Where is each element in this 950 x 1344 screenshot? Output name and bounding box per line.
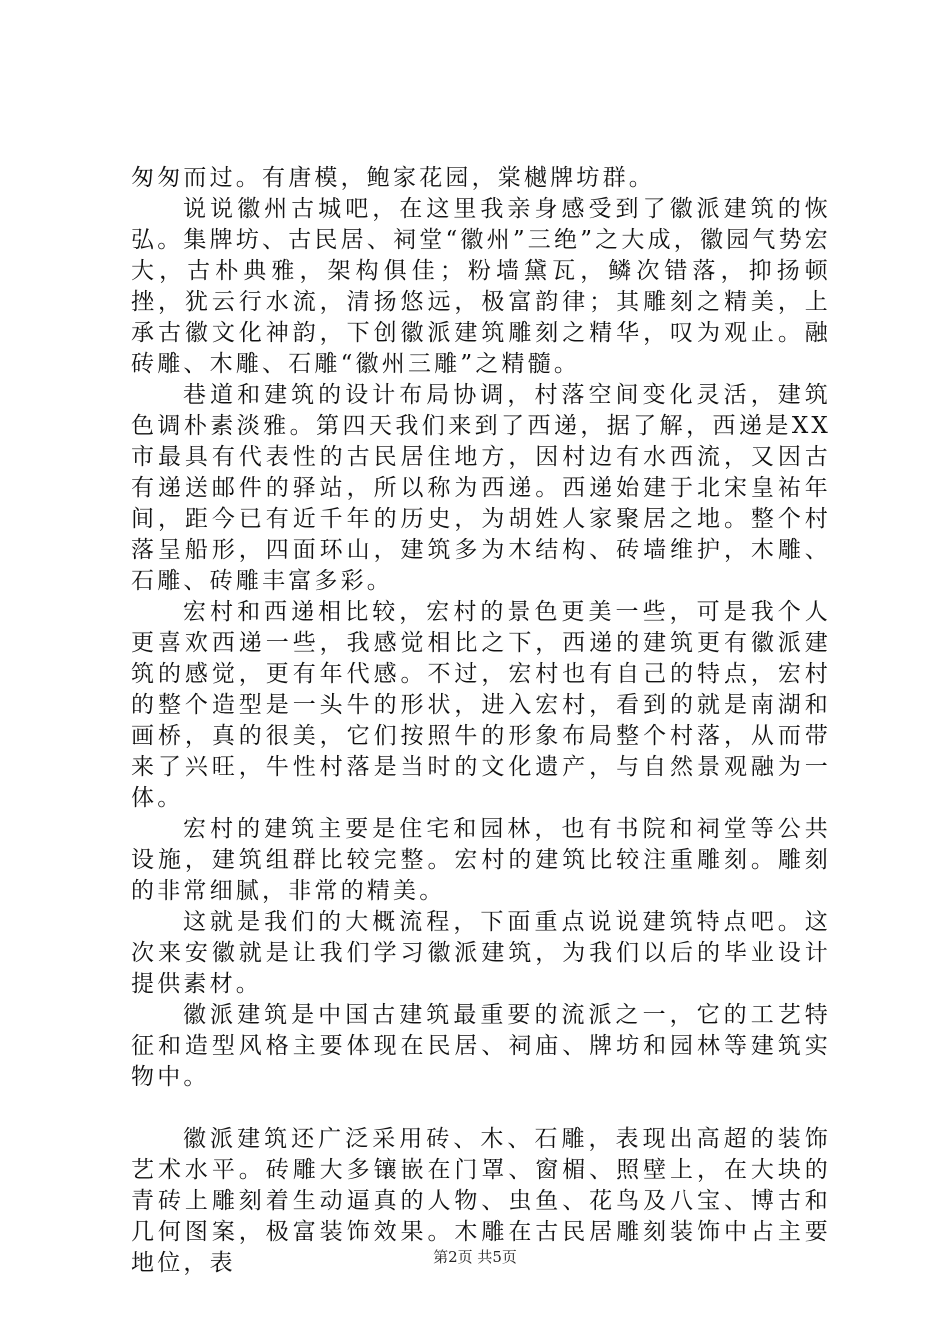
paragraph-7: 徽派建筑是中国古建筑最重要的流派之一，它的工艺特征和造型风格主要体现在民居、祠庙、牌坊和园林等建筑实物中。 xyxy=(131,1002,831,1090)
paragraph-3: 巷道和建筑的设计布局协调，村落空间变化灵活，建筑色调朴素淡雅。第四天我们来到了西递，据了解，西递是XX市最具有代表性的古民居住地方，因村边有水西流，又因古有递送邮件的驿站，所以称为西递。西递始建于北宋皇祐年间，距今已有近千年的历史，为胡姓人家聚居之地。整个村落呈船形，四面环山，建筑多为木结构、砖墙维护，木雕、石雕、砖雕丰富多彩。 xyxy=(131,382,831,594)
paragraph-2: 说说徽州古城吧，在这里我亲身感受到了徽派建筑的恢弘。集牌坊、古民居、祠堂“徽州”三绝”之大成，徽园气势宏大，古朴典雅，架构俱佳；粉墙黛瓦，鳞次错落，抑扬顿挫，犹云行水流，清扬悠远，极富韵律；其雕刻之精美，上承古徽文化神韵，下创徽派建筑雕刻之精华，叹为观止。融砖雕、木雕、石雕“徽州三雕”之精髓。 xyxy=(131,196,831,377)
paragraph-4: 宏村和西递相比较，宏村的景色更美一些，可是我个人更喜欢西递一些，我感觉相比之下，西递的建筑更有徽派建筑的感觉，更有年代感。不过，宏村也有自己的特点，宏村的整个造型是一头牛的形状，进入宏村，看到的就是南湖和画桥，真的很美，它们按照牛的形象布局整个村落，从而带来了兴旺，牛性村落是当时的文化遗产，与自然景观融为一体。 xyxy=(131,599,831,811)
paragraph-8: 徽派建筑还广泛采用砖、木、石雕，表现出高超的装饰艺术水平。砖雕大多镶嵌在门罩、窗楣、照壁上，在大块的青砖上雕刻着生动逼真的人物、虫鱼、花鸟及八宝、博古和几何图案，极富装饰效果。木雕在古民居雕刻装饰中占主要地位，表 xyxy=(131,1126,831,1276)
paragraph-1: 匆匆而过。有唐模，鲍家花园，棠樾牌坊群。 xyxy=(131,165,655,191)
page-footer: 第2页 共5页 xyxy=(433,1248,517,1266)
paragraph-6: 这就是我们的大概流程，下面重点说说建筑特点吧。这次来安徽就是让我们学习徽派建筑，为我们以后的毕业设计提供素材。 xyxy=(131,909,831,997)
paragraph-5: 宏村的建筑主要是住宅和园林，也有书院和祠堂等公共设施，建筑组群比较完整。宏村的建筑比较注重雕刻。雕刻的非常细腻，非常的精美。 xyxy=(131,816,831,904)
body-text xyxy=(131,163,831,1279)
